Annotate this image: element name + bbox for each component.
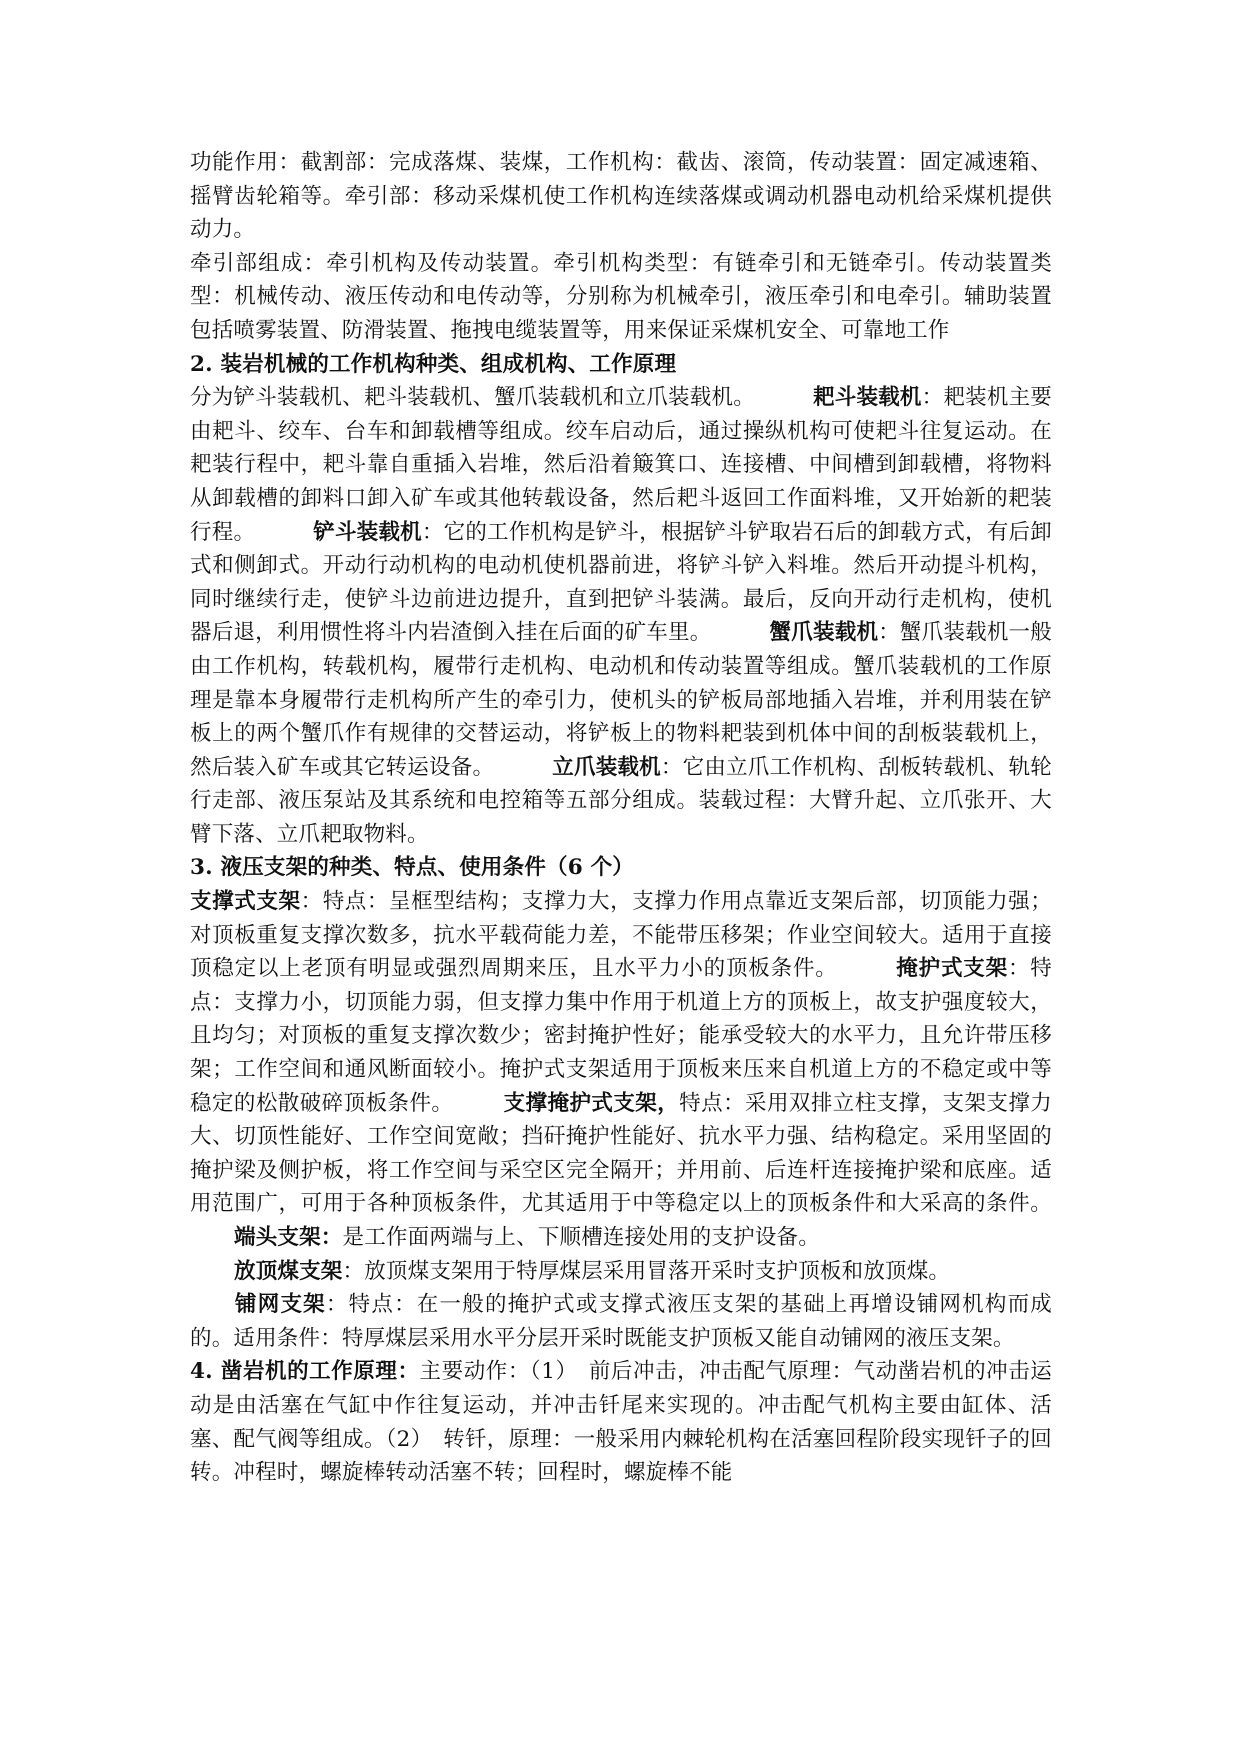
term-crab-claw-loader: 蟹爪装载机 — [769, 620, 879, 646]
term-shovel-loader: 铲斗装载机 — [313, 519, 422, 545]
section-2-body — [190, 381, 1052, 851]
section-4-body — [190, 1355, 1052, 1489]
desc-end-support: 是工作面两端与上、下顺槽连接处用的支护设备。 — [342, 1225, 820, 1250]
desc-shovel-loader: ：它的工作机构是铲斗，根据铲斗铲取岩石后的卸载方式，有后卸式和侧卸式。开动行动机构的电动机使机器前进，将铲斗铲入料堆。然后开动提斗机构，同时继续行走，使铲斗边前进边提升，直到把铲斗装满。最后，反向开动行走机构，使机器后退，利用惯性将斗内岩渣倒入挂在后面的矿车里。 — [190, 519, 1052, 646]
paragraph-traction: 牵引部组成：牵引机构及传动装置。牵引机构类型：有链牵引和无链牵引。传动装置类型：机械传动、液压传动和电传动等，分别称为机械牵引，液压牵引和电牵引。辅助装置包括喷雾装置、防滑装置、拖拽电缆装置等，用来保证采煤机安全、可靠地工作 — [190, 250, 1052, 343]
term-shield-type: 掩护式支架 — [895, 956, 1008, 982]
section-heading-2: 2. 装岩机械的工作机构种类、组成机构、工作原理 — [190, 351, 677, 377]
term-support-type: 支撑式支架 — [190, 889, 301, 915]
desc-rock-drill: 主要动作：（1） 前后冲击，冲击配气原理：气动凿岩机的冲击运动是由活塞在气缸中作往复运动，并冲击钎尾来实现的。冲击配气机构主要由缸体、活塞、配气阀等组成。（2） 转钎，原理：一般采用内棘轮机构在活塞回程阶段实现钎子的回转。冲程时，螺旋棒转动活塞不转；回程时，螺旋棒不能 — [190, 1359, 1052, 1486]
paragraph-function: 功能作用：截割部：完成落煤、装煤，工作机构：截齿、滚筒，传动装置：固定减速箱、摇臂齿轮箱等。牵引部：移动采煤机使工作机构连续落煤或调动机器电动机给采煤机提供动力。 — [190, 150, 1052, 243]
section-2-intro: 分为铲斗装载机、耙斗装载机、蟹爪装载机和立爪装载机。 — [190, 385, 755, 411]
document-page — [190, 146, 1052, 1490]
term-vertical-claw-loader: 立爪装载机 — [552, 754, 661, 780]
term-mesh-laying-support: 铺网支架 — [234, 1292, 326, 1318]
section-heading-3: 3. 液压支架的种类、特点、使用条件（6 个） — [190, 855, 634, 881]
desc-support-type: ：特点：呈框型结构；支撑力大，支撑力作用点靠近支架后部，切顶能力强；对顶板重复支撑次数多，抗水平载荷能力差，不能带压移架；作业空间较大。适用于直接顶稳定以上老顶有明显或强烈周期来压，且水平力小的顶板条件。 — [190, 889, 1052, 982]
desc-mesh-laying-support: ：特点：在一般的掩护式或支撑式液压支架的基础上再增设铺网机构而成的。适用条件：特厚煤层采用水平分层开采时既能支护顶板又能自动铺网的液压支架。 — [190, 1292, 1052, 1351]
term-end-support: 端头支架： — [234, 1225, 343, 1250]
term-rake-loader: 耙斗装载机 — [812, 385, 922, 411]
desc-vertical-claw-loader: ：它由立爪工作机构、刮板转载机、轨轮行走部、液压泵站及其系统和电控箱等五部分组成。装载过程：大臂升起、立爪张开、大臂下落、立爪耙取物料。 — [190, 754, 1052, 847]
desc-support-shield-type: 特点：采用双排立柱支撑，支架支撑力大、切顶性能好、工作空间宽敞；挡矸掩护性能好、抗水平力强、结构稳定。采用坚固的掩护梁及侧护板，将工作空间与采空区完全隔开；并用前、后连杆连接掩护梁和底座。适用范围广，可用于各种顶板条件，尤其适用于中等稳定以上的顶板条件和大采高的条件。 — [190, 1090, 1052, 1217]
section-3-body — [190, 885, 1052, 1355]
term-support-shield-type: 支撑掩护式支架， — [503, 1090, 680, 1116]
desc-rake-loader: ：耙装机主要由耙斗、绞车、台车和卸载槽等组成。绞车启动后，通过操纵机构可使耙斗往复运动。在耙装行程中，耙斗靠自重插入岩堆，然后沿着簸箕口、连接槽、中间槽到卸载槽，将物料从卸载槽的卸料口卸入矿车或其他转载设备，然后耙斗返回工作面料堆，又开始新的耙装行程。 — [190, 385, 1053, 545]
desc-shield-type: ：特点：支撑力小，切顶能力弱，但支撑力集中作用于机道上方的顶板上，故支护强度较大，且均匀；对顶板的重复支撑次数少；密封掩护性好；能承受较大的水平力，且允许带压移架；工作空间和通风断面较小。掩护式支架适用于顶板来压来自机道上方的不稳定或中等稳定的松散破碎顶板条件。 — [190, 956, 1052, 1116]
desc-crab-claw-loader: ：蟹爪装载机一般由工作机构，转载机构，履带行走机构、电动机和传动装置等组成。蟹爪装载机的工作原理是靠本身履带行走机构所产生的牵引力，使机头的铲板局部地插入岩堆，并利用装在铲板上的两个蟹爪作有规律的交替运动，将铲板上的物料耙装到机体中间的刮板装载机上，然后装入矿车或其它转运设备。 — [190, 620, 1052, 780]
section-heading-4: 4. 凿岩机的工作原理： — [190, 1359, 420, 1385]
term-top-coal-caving-support: 放顶煤支架 — [234, 1258, 343, 1284]
desc-top-coal-caving-support: ：放顶煤支架用于特厚煤层采用冒落开采时支护顶板和放顶煤。 — [342, 1258, 951, 1284]
